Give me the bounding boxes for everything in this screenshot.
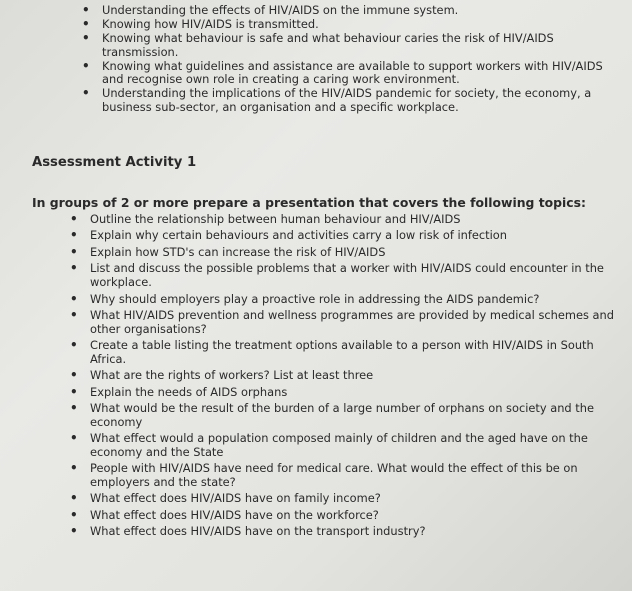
list-item: • What effect would a population composed mainly of children and the aged have on the economy and the State: [70, 431, 588, 459]
list-item: • What would be the result of the burden of a large number of orphans on society and the economy: [70, 401, 594, 429]
bullet-icon: •: [82, 58, 90, 73]
list-item: • Explain why certain behaviours and activities carry a low risk of infection: [70, 228, 507, 243]
bullet-icon: •: [70, 338, 78, 353]
bullet-icon: •: [70, 244, 78, 259]
list-item: • Understanding the effects of HIV/AIDS on the immune system.: [82, 3, 459, 17]
bullet-icon: •: [70, 291, 78, 306]
bullet-icon: •: [70, 401, 78, 416]
bullet-icon: •: [70, 228, 78, 243]
bullet-icon: •: [70, 524, 78, 539]
bullet-icon: •: [70, 491, 78, 506]
activity-instruction: In groups of 2 or more prepare a presentation that covers the following topics:: [32, 195, 586, 210]
list-item: • Knowing what guidelines and assistance are available to support workers with HIV/AIDS and recognise own role in creating a caring work environment.: [82, 58, 603, 87]
list-item: • Create a table listing the treatment options available to a person with HIV/AIDS in South Africa.: [70, 338, 594, 366]
list-item: • Knowing what behaviour is safe and what behaviour caries the risk of HIV/AIDS transmission.: [82, 30, 554, 59]
bullet-icon: •: [82, 16, 90, 31]
bullet-icon: •: [82, 30, 90, 45]
list-item: • Explain how STD's can increase the risk of HIV/AIDS: [70, 244, 386, 259]
list-item: • What HIV/AIDS prevention and wellness programmes are provided by medical schemes and other organisations?: [70, 308, 614, 336]
activity-heading: Assessment Activity 1: [32, 155, 197, 170]
list-item: • What effect does HIV/AIDS have on the transport industry?: [70, 524, 426, 539]
learning-outcomes-list: [82, 3, 622, 115]
list-item: • Why should employers play a proactive role in addressing the AIDS pandemic?: [70, 291, 540, 306]
bullet-icon: •: [82, 86, 90, 101]
bullet-icon: •: [70, 308, 78, 323]
bullet-icon: •: [70, 431, 78, 446]
list-item: • What effect does HIV/AIDS have on family income?: [70, 491, 381, 506]
topics-list: [70, 212, 626, 542]
bullet-icon: •: [70, 384, 78, 399]
bullet-icon: •: [82, 3, 90, 17]
list-item: • Knowing how HIV/AIDS is transmitted.: [82, 16, 319, 31]
bullet-icon: •: [70, 461, 78, 476]
list-item: • Understanding the implications of the HIV/AIDS pandemic for society, the economy, a business sub-sector, an organisation and a specific workplace.: [82, 86, 592, 114]
list-item: • Outline the relationship between human behaviour and HIV/AIDS: [70, 212, 461, 226]
bullet-icon: •: [70, 261, 78, 276]
list-item: • What are the rights of workers? List at least three: [70, 368, 374, 383]
bullet-icon: •: [70, 368, 78, 383]
bullet-icon: •: [70, 507, 78, 522]
list-item: • What effect does HIV/AIDS have on the workforce?: [70, 507, 379, 522]
list-item: • Explain the needs of AIDS orphans: [70, 384, 288, 399]
list-item: • List and discuss the possible problems that a worker with HIV/AIDS could encounter in the workplace.: [70, 261, 604, 290]
list-item: • People with HIV/AIDS have need for medical care. What would the effect of this be on employers and the state?: [70, 461, 578, 489]
bullet-icon: •: [70, 212, 78, 226]
